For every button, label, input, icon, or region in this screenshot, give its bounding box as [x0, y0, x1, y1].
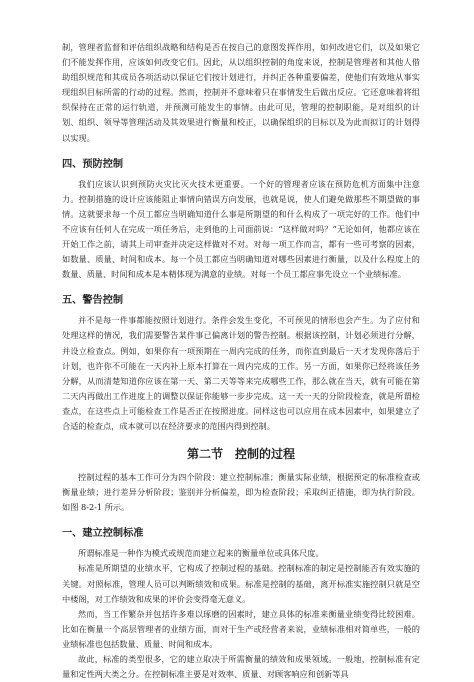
- paragraph-warning-control: 并不是每一件事都能按照计划进行。条件会发生变化，不可预见的情形也会产生。为了应付和处理这样的情况，我们需要警告某件事已偏离计划的警告控制。根据该控制，计划必须进行分解，并设立检查点。例如，如果你有一项预期在一周内完成的任务，而你直到最后一天才发现你落后于计划，也许你不可能在一天内补上原本打算在一周内完成的工作。另一方面，如果你已经将该任务分解，从而清楚知道你应该在第一天、第二天等等来完成哪些工作，那么就在当天，就有可能在第二天内再做出工作进度上的调整以保证你能够一步步完成。这一天一天的分阶段检查，就是所谓检查点，在这些点上可能检查工作是否正在按照进度。同样这也可以应用在成本因素中，如果建立了合适的检查点，成本就可以在经济要求的范围内得到控制。: [62, 315, 420, 431]
- heading-preventive-control: 四、预防控制: [62, 158, 124, 170]
- paragraph-standard-types: 故此，标准的类型很多，它的建立取决于所需衡量的绩效和成果领域。一般地，控制标准有定量和定性两大类之分。在控制标准主要是对效率、质量、对顾客响应和创新等具: [62, 654, 420, 680]
- heading-establish-standards: 一、建立控制标准: [62, 528, 144, 540]
- heading-warning-control: 五、警告控制: [62, 295, 124, 307]
- paragraph-control-process: 控制过程的基本工作可分为四个阶段：建立控制标准；衡量实际业绩，根据预定的标准检查或衡量业绩；进行差异分析阶段；鉴别并分析偏差，即为检查阶段；采取纠正措施，即为执行阶段。如图 8-2-1 所示。: [62, 472, 420, 513]
- paragraph-control-definition: 制，管理者监督和评估组织战略和结构是否在按自己的意图发挥作用，如何改进它们，以及如果它们不能发挥作用，应该如何改变它们。因此，从以组织控制的角度来说，控制是管理者和其他人借助组织规范和其成员各项活动以保证它们按计划进行，并纠正各种重要偏差，使他们有效地从事实现组织目标所需的行动的过程。然而，控制并不意味着只在事情发生后做出反应。它还意味着将组织保持在正常的运行轨道，并预测可能发生的事情。由此可见，管理的控制职能，是对组织的计划、组织、领导等管理活动及其效果进行衡量和校正，以确保组织的目标以及为此而拟订的计划得以实现。: [62, 42, 420, 143]
- paragraph-standard-basis: 标准是所期望的业绩水平，它构成了控制过程的基础。控制标准的制定是控制能否有效实施的关键。对照标准，管理人员可以判断绩效和成果。标准是控制的基础，离开标准实施控制只就是空中楼阁，对工作绩效和成果的评价会变得毫无意义。: [62, 563, 420, 604]
- section-title-control-process: 第二节 控制的过程: [186, 447, 295, 462]
- paragraph-preventive-control: 我们应该认识到预防火灾比灭火技术更重要。一个好的管理者应该在预防危机方面集中注意力。控制措施的设计应该能阻止事情向错误方向发展，也就是说，使人们避免做那些不期望做的事情。这就要求每一个员工都应当明确知道什么事是所期望的和什么构成了一项完好的工作。他们中不应该有任何人在完成一项任务后，走到他的上司面前说：“这样做对吗？”无论如何，他都应该在开始工作之前，请其上司审查并决定这样做对不对。对每一项工作而言，都有一些可考察的因素，如数量、质量、时间和成本。每一个员工都应当明确知道对哪些因素进行衡量，以及什么程度上的数量、质量、时间和成本是本精体现为满意的业绩。对每一个员工都应事先设立一个业绩标准。: [62, 178, 420, 280]
- paragraph-standard-definition: 所谓标准是一种作为模式或规范而建立起来的衡量单位或具体尺度。: [78, 548, 324, 559]
- paragraph-standard-difficulty: 然而，当工作繁杂并包括许多难以琢磨的因素时，建立具体的标准来衡量业绩变得比较困难。比如在衡量一个高层管理者的业绩方面，而对于生产或经营者来说，业绩标准相对简单些，一般的业绩标准也包括数量、质量、时间和成本。: [62, 608, 420, 649]
